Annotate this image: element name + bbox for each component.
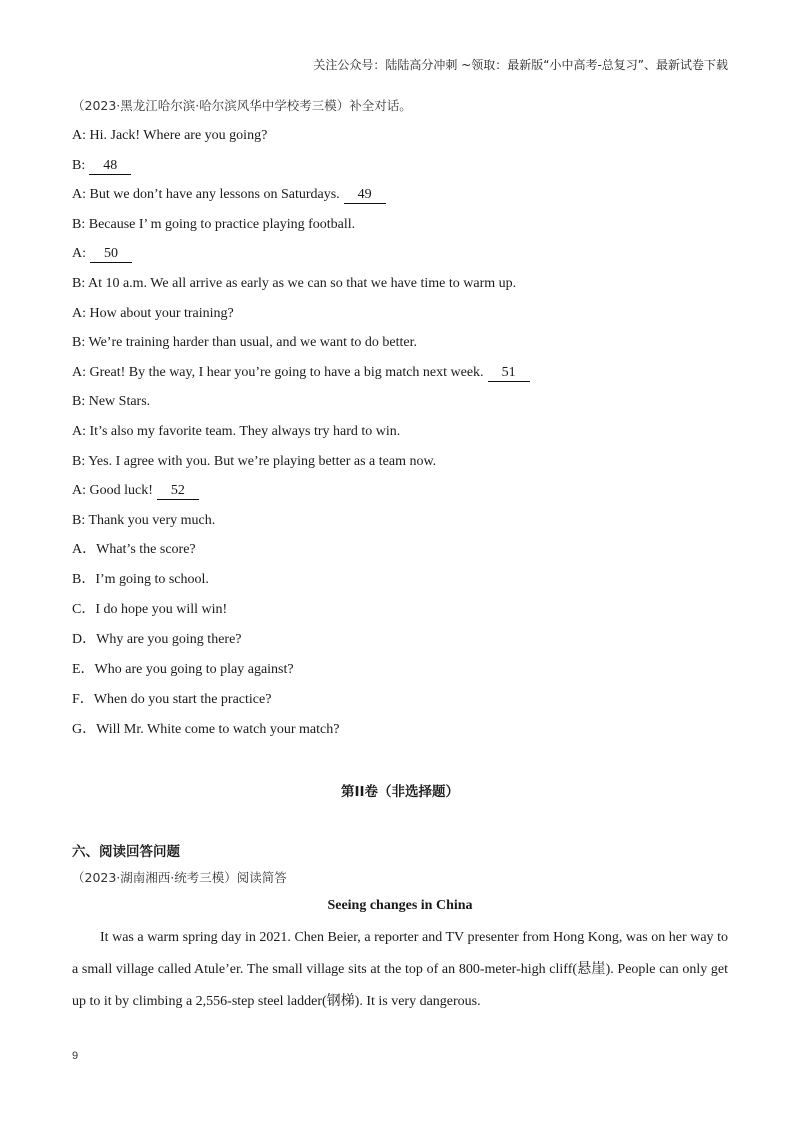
dialogue-text: A: It’s also my favorite team. They always try hard to win. — [72, 424, 401, 439]
article-title: Seeing changes in China — [327, 898, 473, 913]
dialogue-text: B: Because I’ m going to practice playing football. — [72, 216, 356, 232]
question-source-2: （2023·湖南湘西·统考三模）阅读简答 — [72, 870, 287, 885]
part-title: 六、阅读回答问题 — [72, 844, 180, 860]
dialogue-line — [72, 126, 267, 146]
dialogue-line — [72, 304, 234, 324]
option-item: F．When do you start the practice? — [72, 692, 272, 707]
dialogue-text: B: Thank you very much. — [72, 512, 216, 528]
answer-blank: 49 — [344, 187, 386, 204]
dialogue-text: B: New Stars. — [72, 394, 151, 410]
option-item: D．Why are you going there? — [72, 632, 242, 647]
question-source: （2023·黑龙江哈尔滨·哈尔滨风华中学校考三模）补全对话。 — [72, 98, 412, 113]
dialogue-text: A: Great! By the way, I hear you’re going to have a big match next week. — [72, 364, 484, 380]
answer-blank: 50 — [90, 246, 132, 263]
answer-blank: 52 — [157, 483, 199, 500]
dialogue-line — [72, 511, 215, 531]
answer-blank: 48 — [89, 158, 131, 175]
dialogue-text: A: Good luck! — [72, 483, 153, 499]
dialogue-line — [72, 481, 199, 501]
dialogue-line — [72, 422, 400, 442]
answer-blank: 51 — [488, 365, 530, 382]
dialogue-line — [72, 244, 132, 264]
dialogue-line — [72, 274, 516, 294]
option-item: E．Who are you going to play against? — [72, 662, 294, 677]
dialogue-text: A: Hi. Jack! Where are you going? — [72, 128, 268, 143]
option-item: A．What’s the score? — [72, 542, 196, 557]
header-promo-note: 关注公众号：陆陆高分冲刺 ~领取：最新版“小中高考-总复习”、最新试卷下载 — [313, 58, 728, 72]
article-paragraph: It was a warm spring day in 2021. Chen Beier, a reporter and TV presenter from Hong Kong, was on her way to a small village called Atule’er. The small village sits at the top of an 800-meter-high cliff(悬崖). People can only get up to it by climbing a 2,556-step steel ladder(钢梯). It is very dangerous. — [72, 930, 728, 1009]
dialogue-line — [72, 215, 355, 235]
option-item: C．I do hope you will win! — [72, 602, 228, 617]
dialogue-text: A: — [72, 246, 86, 262]
dialogue-text: A: How about your training? — [72, 305, 234, 321]
option-item: B．I’m going to school. — [72, 572, 209, 587]
dialogue-line — [72, 392, 150, 412]
dialogue-line — [72, 452, 436, 472]
dialogue-text: B: — [72, 157, 86, 173]
dialogue-text: A: But we don’t have any lessons on Saturdays. — [72, 187, 340, 203]
dialogue-line — [72, 363, 530, 383]
volume-title: 第II卷（非选择题） — [340, 784, 460, 800]
dialogue-line — [72, 185, 386, 205]
dialogue-text: B: We’re training harder than usual, and we want to do better. — [72, 335, 418, 351]
dialogue-line — [72, 156, 131, 176]
dialogue-text: B: At 10 a.m. We all arrive as early as we can so that we have time to warm up. — [72, 276, 517, 291]
page-number: 9 — [72, 1050, 79, 1062]
option-item: G．Will Mr. White come to watch your match? — [72, 722, 340, 737]
dialogue-text: B: Yes. I agree with you. But we’re playing better as a team now. — [72, 453, 437, 469]
dialogue-line — [72, 333, 417, 353]
